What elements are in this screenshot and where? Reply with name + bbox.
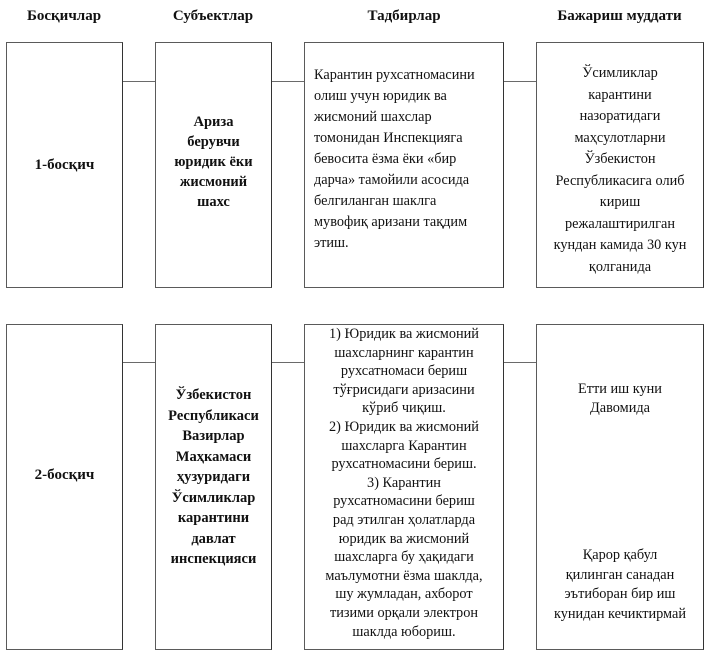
text-line: 3) Карантин — [367, 474, 441, 491]
text-line: тўғрисидаги аризасини — [333, 381, 475, 398]
text-line: 2) Юридик ва жисмоний — [329, 418, 479, 435]
text-line: тизими орқали электрон — [329, 604, 478, 621]
subject-2-text — [168, 385, 259, 570]
action-1-box — [304, 42, 504, 288]
text-line: Республикаси — [168, 407, 259, 424]
text-line: эътиборан бир иш — [564, 586, 676, 602]
header-deadline: Бажариш муддати — [557, 8, 682, 24]
connector-line — [504, 362, 536, 363]
text-line: Ўзбекистон — [175, 387, 252, 403]
text-line: Ариза — [193, 114, 234, 130]
text-line: юридик ёки — [174, 154, 253, 170]
text-line: бевосита ёзма ёки «бир — [314, 151, 457, 167]
deadline-1-box — [536, 42, 704, 288]
text-line: Республикасига олиб — [555, 172, 685, 189]
deadline-1-text — [554, 63, 687, 278]
text-line: Етти иш куни — [578, 381, 662, 397]
text-line: 1) Юридик ва жисмоний — [329, 326, 479, 342]
connector-line — [123, 362, 155, 363]
text-line: давлат — [191, 530, 236, 547]
connector-line — [123, 81, 155, 82]
text-line: дарча» тамойили асосида — [314, 172, 470, 188]
text-line: карантини — [177, 510, 250, 526]
text-line: олиш учун юридик ва — [314, 88, 447, 104]
text-line: кириш — [599, 194, 641, 210]
subject-2-box — [155, 324, 272, 650]
action-1-text — [305, 65, 503, 254]
text-line: Давомида — [590, 400, 650, 416]
text-line: маҳсулотларни — [574, 129, 666, 146]
deadline-2a-text — [578, 380, 662, 418]
text-line: Қарор қабул — [582, 547, 658, 563]
stage-2-box — [6, 324, 123, 650]
text-line: шу жумладан, ахборот — [335, 586, 473, 603]
text-line: шахсларга бу ҳақидаги — [334, 549, 474, 566]
text-line: мувофиқ аризани тақдим — [314, 214, 468, 230]
text-line: Ўзбекистон — [584, 151, 656, 167]
text-line: карантини — [588, 86, 652, 103]
text-line: Ўсимликлар — [582, 65, 658, 81]
text-line: режалаштирилган — [564, 215, 676, 232]
text-line: кўриб чиқиш. — [362, 400, 446, 417]
text-line: Вазирлар — [182, 428, 245, 444]
text-line: жисмоний — [179, 174, 248, 190]
text-line: жисмоний шахслар — [314, 109, 432, 125]
text-line: рухсатномасини бериш. — [331, 456, 477, 473]
text-line: юридик ва жисмоний — [338, 530, 470, 547]
action-2-text — [325, 325, 482, 641]
text-line: кундан камида 30 кун — [553, 237, 687, 253]
header-subjects: Субъектлар — [172, 8, 254, 24]
deadline-2b-text — [554, 546, 686, 624]
text-line: ҳузуридаги — [176, 469, 251, 485]
subject-1-text — [174, 112, 252, 212]
text-line: рухсатномаси бериш — [340, 363, 468, 380]
text-line: берувчи — [187, 134, 240, 150]
text-line: шахсларнинг карантин — [334, 344, 474, 361]
text-line: Карантин рухсатномасини — [314, 67, 475, 83]
text-line: этиш. — [314, 235, 349, 251]
text-line: рад этилган ҳолатларда — [332, 511, 476, 528]
text-line: рухсатномасини бериш — [333, 493, 475, 510]
stage-2-label: 2-босқич — [34, 466, 95, 483]
text-line: қолганида — [588, 258, 652, 275]
action-2-box — [304, 324, 504, 650]
text-line: маълумотни ёзма шаклда, — [325, 567, 483, 584]
connector-line — [504, 81, 536, 82]
text-line: қилинган санадан — [565, 566, 675, 583]
text-line: шахсларга Карантин — [341, 437, 467, 454]
text-line: кунидан кечиктирмай — [554, 605, 686, 622]
text-line: инспекцияси — [170, 551, 257, 567]
text-line: томонидан Инспекцияга — [314, 130, 463, 146]
header-actions: Тадбирлар — [367, 8, 441, 24]
text-line: шахс — [197, 194, 230, 210]
header-stages: Босқичлар — [26, 8, 102, 24]
text-line: шаклда юбориш. — [352, 623, 456, 640]
subject-1-box — [155, 42, 272, 288]
text-line: белгиланган шаклга — [314, 193, 437, 209]
deadline-2-box — [536, 324, 704, 650]
connector-line — [272, 81, 304, 82]
text-line: Маҳкамаси — [175, 448, 252, 465]
stage-1-label: 1-босқич — [34, 156, 95, 173]
connector-line — [272, 362, 304, 363]
stage-1-box — [6, 42, 123, 288]
text-line: назоратидаги — [579, 108, 661, 124]
text-line: Ўсимликлар — [171, 489, 256, 506]
